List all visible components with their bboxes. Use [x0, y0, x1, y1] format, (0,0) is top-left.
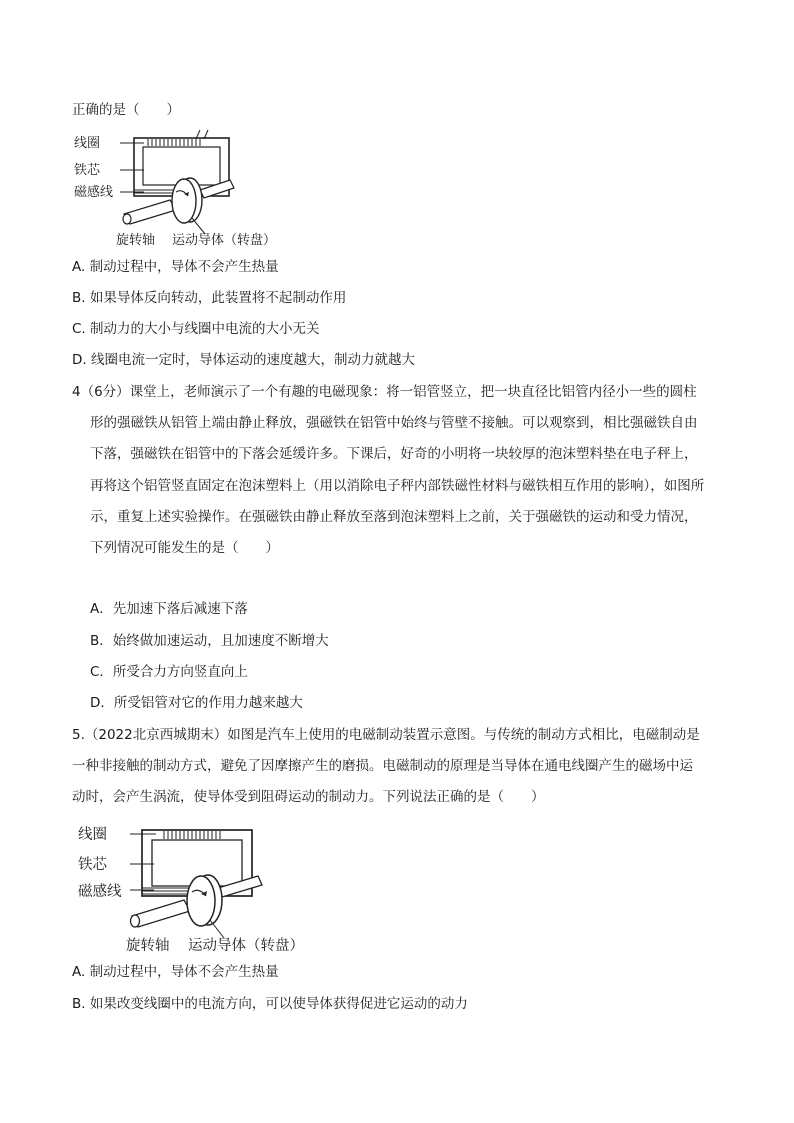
q4-option-d: D．所受铝管对它的作用力越来越大: [90, 695, 303, 711]
q3-brake-diagram: [72, 130, 312, 250]
q5-text-line: 5.（2022北京西城期末）如图是汽车上使用的电磁制动装置示意图。与传统的制动方式相比，电磁制动是: [72, 727, 700, 743]
label-coil: 线圈: [78, 827, 107, 843]
q3-option-c: C. 制动力的大小与线圈中电流的大小无关: [72, 321, 320, 337]
q4-text-line: 下落，强磁铁在铝管中的下落会延缓许多。下课后，好奇的小明将一块较厚的泡沫塑料垫在电子秤上，: [90, 446, 698, 462]
label-iron-core: 铁芯: [74, 163, 101, 178]
label-iron-core: 铁芯: [78, 857, 107, 873]
label-conductor: 运动导体（转盘）: [172, 233, 277, 248]
q4-text-line: 形的强磁铁从铝管上端由静止释放，强磁铁在铝管中始终与管壁不接触。可以观察到，相比强磁铁自由: [90, 415, 698, 431]
q3-option-a: A. 制动过程中，导体不会产生热量: [72, 259, 279, 275]
label-field-lines: 磁感线: [74, 185, 114, 200]
q4-option-a: A．先加速下落后减速下落: [90, 601, 248, 617]
q5-text-line: 一种非接触的制动方式，避免了因摩擦产生的磨损。电磁制动的原理是当导体在通电线圈产生的磁场中运: [72, 758, 693, 774]
q4-text-line: 示，重复上述实验操作。在强磁铁由静止释放至落到泡沫塑料上之前，关于强磁铁的运动和受力情况，: [90, 509, 698, 525]
label-field-lines: 磁感线: [78, 884, 122, 900]
q3-option-b: B. 如果导体反向转动，此装置将不起制动作用: [72, 290, 347, 306]
q5-option-a: A. 制动过程中，导体不会产生热量: [72, 964, 279, 980]
q4-text-line: 4（6分）课堂上，老师演示了一个有趣的电磁现象：将一铝管竖立，把一块直径比铝管内径小一些的圆柱: [72, 384, 697, 400]
label-conductor: 运动导体（转盘）: [188, 938, 304, 954]
q4-option-c: C．所受合力方向竖直向上: [90, 664, 248, 680]
label-coil: 线圈: [74, 136, 101, 151]
q5-option-b: B. 如果改变线圈中的电流方向，可以使导体获得促进它运动的动力: [72, 996, 468, 1012]
q3-question-tail: 正确的是（ ）: [72, 102, 180, 118]
q3-option-d: D. 线圈电流一定时，导体运动的速度越大，制动力就越大: [72, 352, 415, 368]
q4-option-b: B．始终做加速运动，且加速度不断增大: [90, 633, 329, 649]
label-axle: 旋转轴: [126, 938, 170, 954]
q5-brake-diagram: [76, 820, 346, 956]
q5-text-line: 动时，会产生涡流，使导体受到阻碍运动的制动力。下列说法正确的是（ ）: [72, 789, 545, 805]
label-axle: 旋转轴: [116, 233, 156, 248]
q4-text-line: 再将这个铝管竖直固定在泡沫塑料上（用以消除电子秤内部铁磁性材料与磁铁相互作用的影响），如图所: [90, 478, 705, 494]
q4-text-line: 下列情况可能发生的是（ ）: [90, 540, 279, 556]
